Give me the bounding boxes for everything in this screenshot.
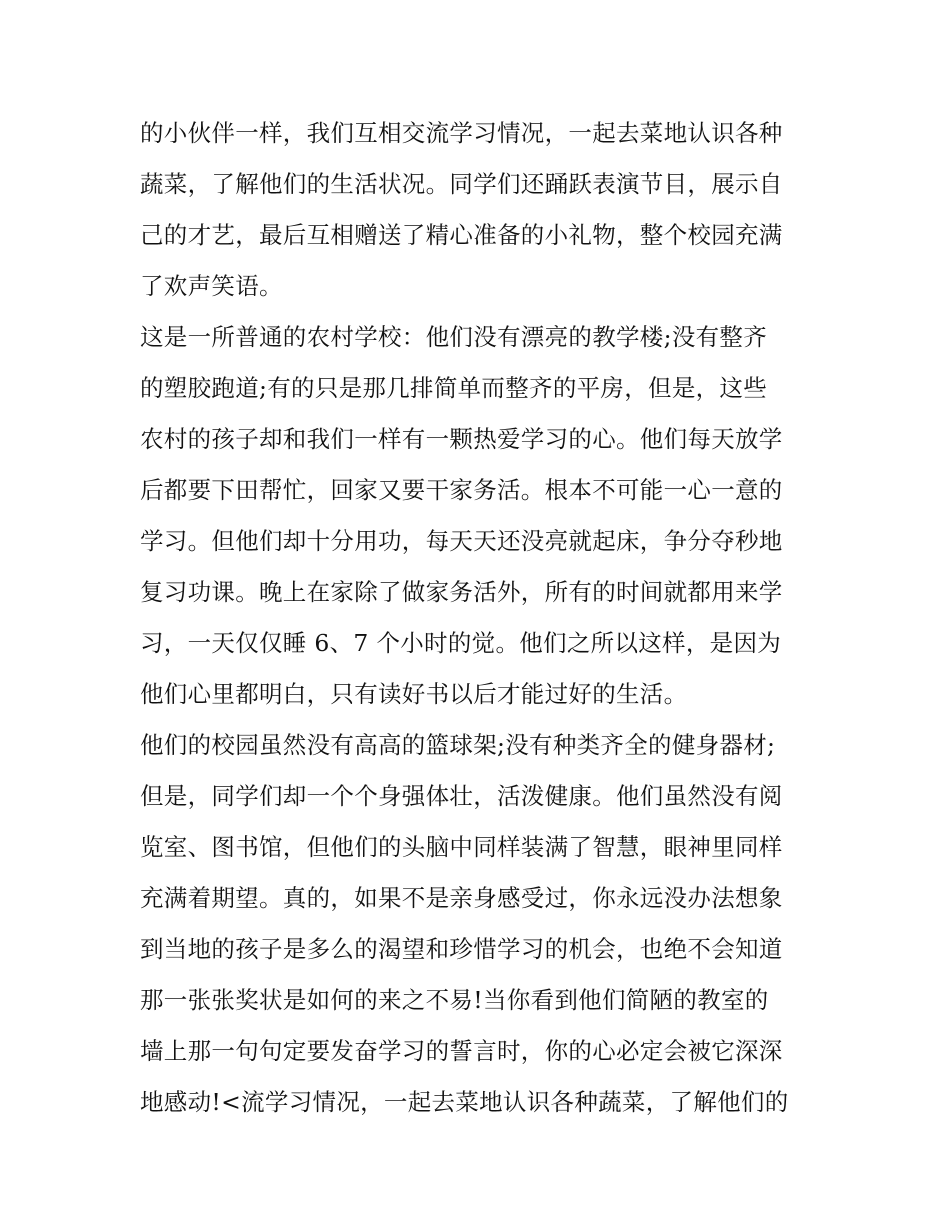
text-line: 复习功课。晚上在家除了做家务活外，所有的时间就都用来学 [140, 578, 783, 606]
text-line: 蔬菜，了解他们的生活状况。同学们还踊跃表演节目，展示自 [140, 170, 783, 198]
text-line: 他们的校园虽然没有高高的篮球架;没有种类齐全的健身器材; [140, 731, 776, 759]
text-line: 他们心里都明白，只有读好书以后才能过好的生活。 [140, 680, 688, 708]
text-line: 己的才艺，最后互相赠送了精心准备的小礼物，整个校园充满 [140, 221, 783, 249]
text-line: 后都要下田帮忙，回家又要干家务活。根本不可能一心一意的 [140, 476, 783, 504]
text-line: 那一张张奖状是如何的来之不易!当你看到他们简陋的教室的 [140, 986, 769, 1014]
text-line: 充满着期望。真的，如果不是亲身感受过，你永远没办法想象 [140, 884, 783, 912]
text-line: 习，一天仅仅睡 6、7 个小时的觉。他们之所以这样，是因为 [140, 629, 782, 657]
text-line: 到当地的孩子是多么的渴望和珍惜学习的机会，也绝不会知道 [140, 935, 783, 963]
text-line: 的小伙伴一样，我们互相交流学习情况，一起去菜地认识各种 [140, 119, 783, 147]
body-text [140, 108, 820, 1128]
text-line: 地感动!<流学习情况，一起去菜地认识各种蔬菜，了解他们的 [140, 1088, 789, 1116]
text-line: 但是，同学们却一个个身强体壮，活泼健康。他们虽然没有阅 [140, 782, 783, 810]
text-line: 学习。但他们却十分用功，每天天还没亮就起床，争分夺秒地 [140, 527, 783, 555]
text-line: 墙上那一句句定要发奋学习的誓言时，你的心必定会被它深深 [140, 1037, 783, 1065]
text-line: 览室、图书馆，但他们的头脑中同样装满了智慧，眼神里同样 [140, 833, 783, 861]
text-line: 这是一所普通的农村学校：他们没有漂亮的教学楼;没有整齐 [140, 323, 768, 351]
text-line: 的塑胶跑道;有的只是那几排简单而整齐的平房，但是，这些 [140, 374, 768, 402]
text-line: 了欢声笑语。 [140, 272, 283, 300]
text-line: 农村的孩子却和我们一样有一颗热爱学习的心。他们每天放学 [140, 425, 783, 453]
